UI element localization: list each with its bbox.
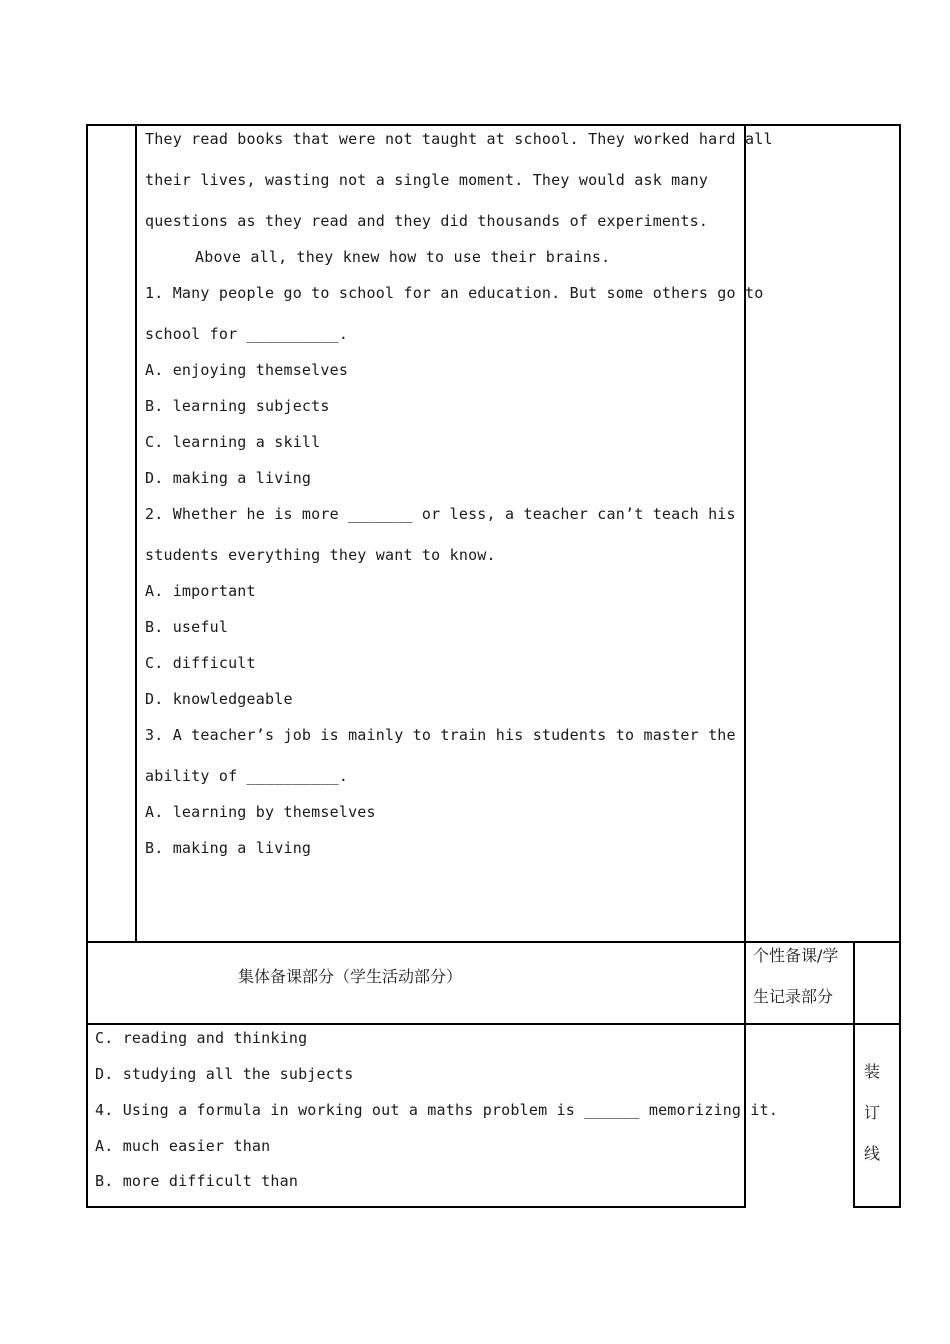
answer-option: D. knowledgeable — [145, 690, 293, 708]
answer-option: A. enjoying themselves — [145, 361, 349, 379]
answer-option: A. much easier than — [95, 1137, 271, 1155]
header-row-bottom-border — [86, 1023, 901, 1025]
header-row-top-border — [86, 941, 901, 943]
collective-prep-label: 集体备课部分（学生活动部分） — [238, 967, 463, 986]
table-top-border — [86, 124, 901, 126]
answer-option: D. studying all the subjects — [95, 1065, 354, 1083]
content-bottom-border — [86, 1206, 746, 1208]
question-stem: ability of __________. — [145, 767, 349, 785]
answer-option: B. making a living — [145, 839, 312, 857]
table-left-border — [86, 124, 88, 1208]
personal-prep-label: 生记录部分 — [753, 987, 834, 1006]
question-stem: 2. Whether he is more _______ or less, a teacher can’t teach his — [145, 505, 736, 523]
binding-line-label: 装 — [864, 1062, 881, 1081]
binding-line-label: 线 — [864, 1144, 881, 1163]
passage-line: Above all, they knew how to use their brains. — [195, 248, 611, 266]
binding-column-left-border — [853, 941, 855, 1208]
answer-option: A. learning by themselves — [145, 803, 376, 821]
question-stem: students everything they want to know. — [145, 546, 496, 564]
answer-option: B. more difficult than — [95, 1172, 299, 1190]
binding-bottom-border — [853, 1206, 901, 1208]
answer-option: C. difficult — [145, 654, 256, 672]
passage-line: questions as they read and they did thousands of experiments. — [145, 212, 709, 230]
table-right-border-upper — [899, 124, 901, 1024]
answer-option: B. learning subjects — [145, 397, 330, 415]
personal-prep-label: 个性备课/学 — [753, 946, 839, 965]
answer-option: D. making a living — [145, 469, 312, 487]
question-stem: school for __________. — [145, 325, 349, 343]
table-right-border-lower — [899, 1023, 901, 1208]
answer-option: C. learning a skill — [145, 433, 321, 451]
question-stem: 4. Using a formula in working out a maths problem is ______ memorizing it. — [95, 1101, 779, 1119]
question-stem: 1. Many people go to school for an education. But some others go to — [145, 284, 764, 302]
inner-left-border — [135, 124, 137, 942]
answer-option: C. reading and thinking — [95, 1029, 308, 1047]
binding-line-label: 订 — [864, 1103, 881, 1122]
question-stem: 3. A teacher’s job is mainly to train his students to master the — [145, 726, 736, 744]
passage-line: their lives, wasting not a single moment. They would ask many — [145, 171, 709, 189]
answer-option: B. useful — [145, 618, 229, 636]
passage-line: They read books that were not taught at school. They worked hard all — [145, 130, 773, 148]
answer-option: A. important — [145, 582, 256, 600]
